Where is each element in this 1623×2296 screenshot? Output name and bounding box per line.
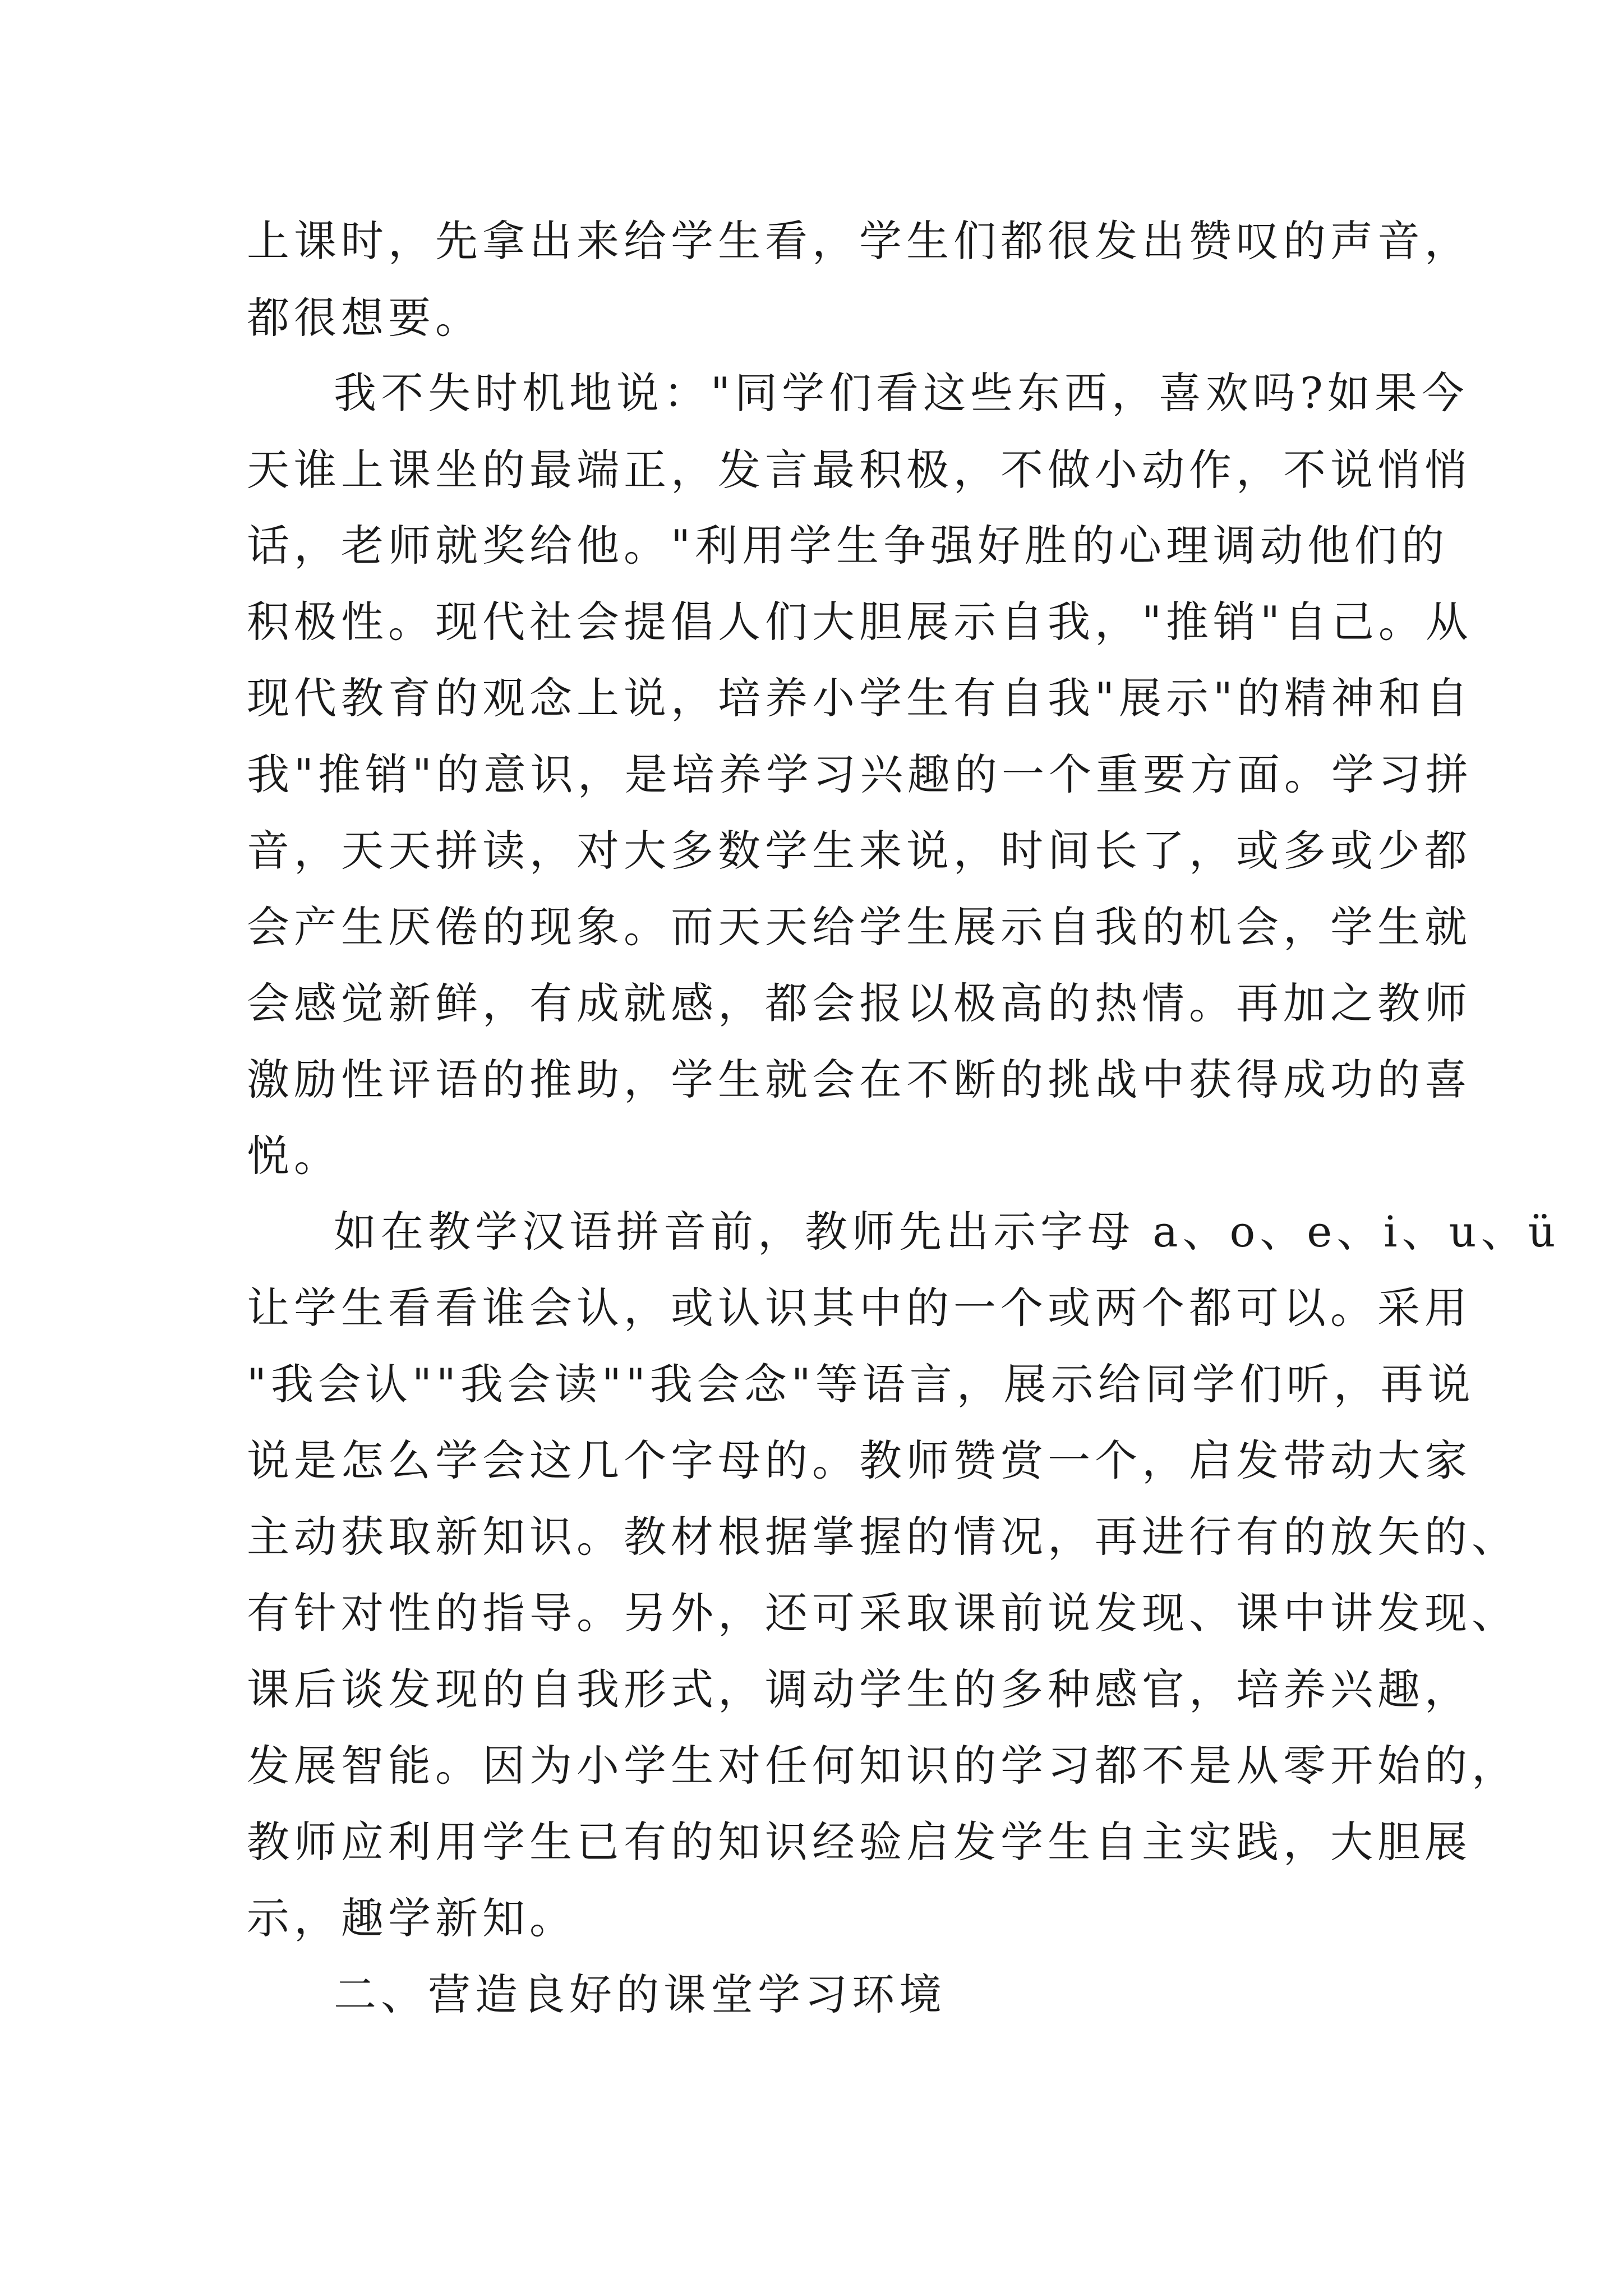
paragraph-line: 会产生厌倦的现象。而天天给学生展示自我的机会，学生就 — [247, 902, 1472, 952]
paragraph-line: 天谁上课坐的最端正，发言最积极，不做小动作，不说悄悄 — [247, 445, 1472, 495]
paragraph-line: 激励性评语的推助，学生就会在不断的挑战中获得成功的喜 — [247, 1055, 1472, 1105]
paragraph-line: 话，老师就奖给他。"利用学生争强好胜的心理调动他们的 — [247, 521, 1449, 570]
paragraph-line: 悦。 — [247, 1131, 341, 1181]
paragraph-line: 如在教学汉语拼音前，教师先出示字母 a、o、e、i、u、ü — [334, 1207, 1560, 1257]
paragraph-line: 有针对性的指导。另外，还可采取课前说发现、课中讲发现、 — [247, 1588, 1519, 1638]
paragraph-line: 我不失时机地说："同学们看这些东西，喜欢吗?如果今 — [334, 368, 1469, 418]
paragraph-line: "我会认""我会读""我会念"等语言，展示给同学们听，再说 — [247, 1359, 1475, 1409]
paragraph-line: 课后谈发现的自我形式，调动学生的多种感官，培养兴趣， — [247, 1664, 1472, 1714]
paragraph-line: 都很想要。 — [247, 293, 482, 343]
paragraph-line: 示，趣学新知。 — [247, 1893, 577, 1943]
section-heading: 二、营造良好的课堂学习环境 — [334, 1970, 946, 2019]
paragraph-line: 发展智能。因为小学生对任何知识的学习都不是从零开始的， — [247, 1741, 1519, 1791]
paragraph-line: 我"推销"的意识，是培养学习兴趣的一个重要方面。学习拼 — [247, 749, 1473, 799]
paragraph-line: 上课时，先拿出来给学生看，学生们都很发出赞叹的声音， — [247, 216, 1472, 266]
paragraph-line: 现代教育的观念上说，培养小学生有自我"展示"的精神和自 — [247, 673, 1473, 723]
paragraph-line: 让学生看看谁会认，或认识其中的一个或两个都可以。采用 — [247, 1283, 1472, 1333]
paragraph-line: 说是怎么学会这几个字母的。教师赞赏一个，启发带动大家 — [247, 1435, 1472, 1485]
paragraph-line: 会感觉新鲜，有成就感，都会报以极高的热情。再加之教师 — [247, 978, 1472, 1028]
paragraph-line: 主动获取新知识。教材根据掌握的情况，再进行有的放矢的、 — [247, 1512, 1519, 1562]
paragraph-line: 积极性。现代社会提倡人们大胆展示自我，"推销"自己。从 — [247, 597, 1473, 647]
paragraph-line: 音，天天拼读，对大多数学生来说，时间长了，或多或少都 — [247, 826, 1472, 876]
paragraph-line: 教师应利用学生已有的知识经验启发学生自主实践，大胆展 — [247, 1817, 1472, 1867]
